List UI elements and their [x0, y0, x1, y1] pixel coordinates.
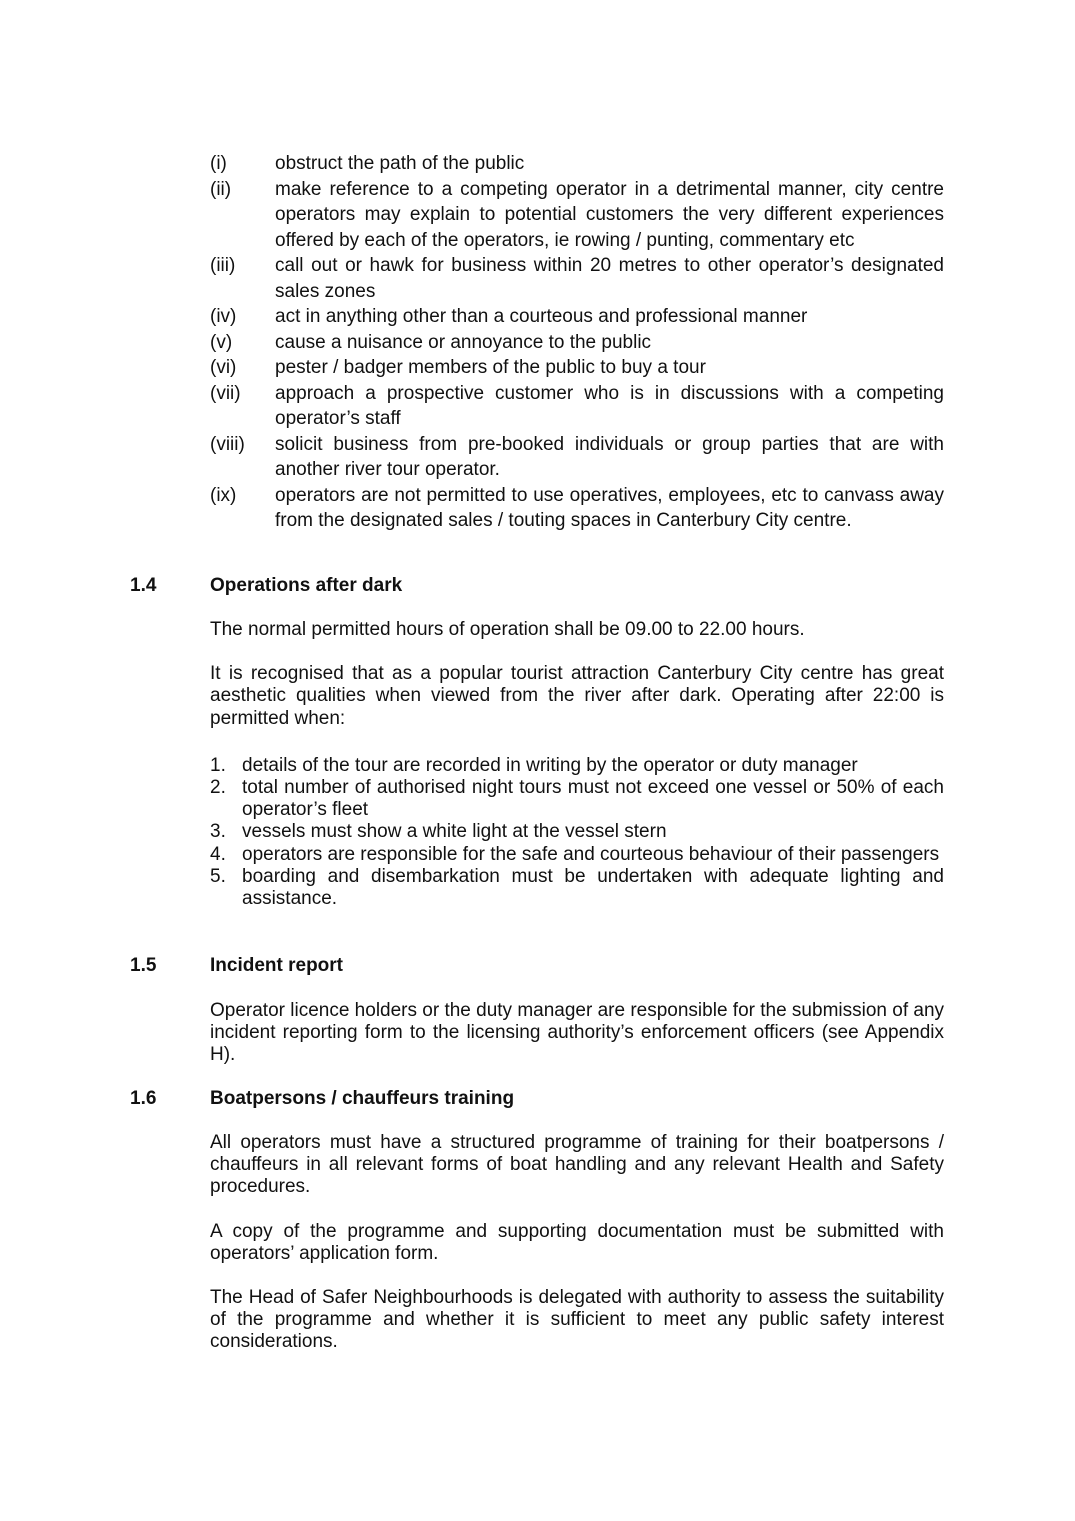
- list-item: [210, 821, 944, 843]
- night-tour-conditions-list: [210, 755, 944, 910]
- list-item-number: (iii): [210, 255, 236, 276]
- paragraph: All operators must have a structured programme of training for their boatpersons / chauffeurs in all relevant forms of boat handling and any relevant Health and Safety procedures.: [210, 1132, 944, 1198]
- list-item: [210, 177, 944, 254]
- list-item-text: boarding and disembarkation must be undertaken with adequate lighting and assistance.: [242, 865, 944, 910]
- list-item-text: make reference to a competing operator in a detrimental manner, city centre operators may explain to potential customers the very different experiences offered by each of the operators, ie rowing / punting, commentary etc: [275, 178, 944, 251]
- section-heading: [130, 574, 944, 598]
- section-body: [210, 1132, 944, 1354]
- list-item-number: 3.: [210, 821, 226, 843]
- list-item-number: (ix): [210, 484, 237, 506]
- list-item: [210, 432, 944, 483]
- section-boatpersons-training: [130, 1087, 944, 1354]
- section-operations-after-dark: [130, 574, 944, 910]
- paragraph: A copy of the programme and supporting documentation must be submitted with operators’ application form.: [210, 1220, 944, 1264]
- list-item: [210, 253, 944, 304]
- section-body: [210, 1000, 944, 1067]
- paragraph: It is recognised that as a popular tourist attraction Canterbury City centre has great aesthetic qualities when viewed from the river after dark. Operating after 22:00 is permitted when:: [210, 663, 944, 729]
- list-item-number: 2.: [210, 777, 226, 799]
- section-title: Incident report: [210, 955, 344, 976]
- list-item-text: operators are not permitted to use operatives, employees, etc to canvass away from the designated sales / touting spaces in Canterbury City centre.: [275, 484, 944, 531]
- section-heading: [130, 954, 944, 978]
- section-body: [210, 619, 944, 910]
- list-item: [210, 381, 944, 432]
- list-item: [210, 304, 944, 330]
- section-number: 1.5: [130, 955, 157, 976]
- list-item-text: details of the tour are recorded in writing by the operator or duty manager: [242, 754, 858, 776]
- list-item: [210, 866, 944, 910]
- list-item-text: call out or hawk for business within 20 metres to other operator’s designated sales zones: [275, 255, 944, 302]
- paragraph: The normal permitted hours of operation shall be 09.00 to 22.00 hours.: [210, 619, 805, 640]
- list-item: [210, 777, 944, 821]
- list-item-number: (i): [210, 153, 227, 174]
- list-item: [210, 755, 944, 777]
- list-item-text: obstruct the path of the public: [275, 153, 525, 174]
- list-item: [210, 151, 944, 177]
- list-item-text: operators are responsible for the safe and courteous behaviour of their passengers: [242, 843, 940, 865]
- section-number: 1.4: [130, 575, 157, 596]
- list-item: [210, 844, 944, 866]
- list-item-number: (vii): [210, 382, 241, 404]
- list-item-number: (vi): [210, 357, 237, 378]
- list-item-text: pester / badger members of the public to buy a tour: [275, 357, 706, 378]
- list-item-text: approach a prospective customer who is in discussions with a competing operator’s staff: [275, 382, 944, 429]
- list-item: [210, 483, 944, 534]
- list-item-number: (viii): [210, 433, 245, 455]
- list-item-text: act in anything other than a courteous and professional manner: [275, 306, 808, 327]
- paragraph: The Head of Safer Neighbourhoods is delegated with authority to assess the suitability of the programme and whether it is sufficient to meet any public safety interest considerations.: [210, 1287, 944, 1353]
- list-item: [210, 330, 944, 356]
- section-title: Boatpersons / chauffeurs training: [210, 1088, 515, 1109]
- prohibited-actions-list: [210, 151, 944, 534]
- list-item-number: 4.: [210, 843, 226, 865]
- section-incident-report: [130, 954, 944, 1067]
- list-item: [210, 355, 944, 381]
- section-title: Operations after dark: [210, 575, 403, 596]
- list-item-number: (v): [210, 331, 233, 353]
- section-heading: [130, 1087, 944, 1111]
- list-item-text: cause a nuisance or annoyance to the public: [275, 331, 652, 353]
- list-item-number: 5.: [210, 865, 226, 887]
- list-item-number: (iv): [210, 306, 237, 327]
- list-item-number: (ii): [210, 178, 232, 200]
- section-number: 1.6: [130, 1088, 157, 1109]
- paragraph: Operator licence holders or the duty manager are responsible for the submission of any incident reporting form to the licensing authority’s enforcement officers (see Appendix H).: [210, 1000, 945, 1066]
- list-item-number: 1.: [210, 754, 226, 776]
- list-item-text: solicit business from pre-booked individuals or group parties that are with another river tour operator.: [275, 433, 944, 480]
- list-item-text: vessels must show a white light at the vessel stern: [242, 821, 667, 843]
- list-item-text: total number of authorised night tours must not exceed one vessel or 50% of each operator’s fleet: [242, 777, 944, 821]
